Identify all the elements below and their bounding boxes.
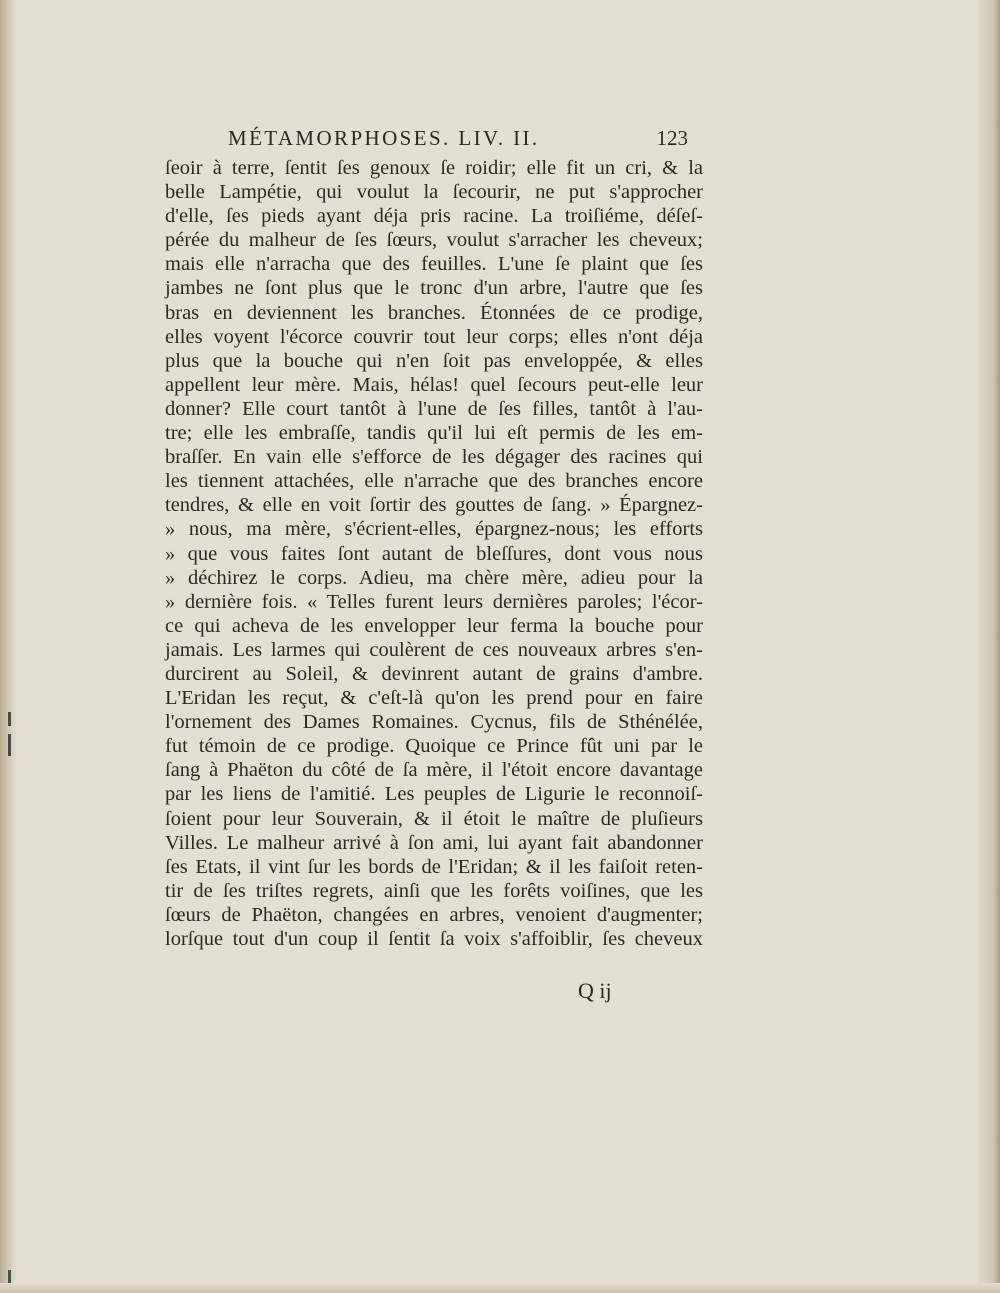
text-line: Villes. Le malheur arrivé à ſon ami, lui ayant fait abandonner (165, 831, 703, 854)
running-head: MÉTAMORPHOSES. LIV. II. (228, 126, 540, 150)
text-line: jambes ne ſont plus que le tronc d'un arbre, l'autre que ſes (165, 277, 703, 300)
text-line: » déchirez le corps. Adieu, ma chère mère, adieu pour la (165, 566, 703, 589)
text-line: belle Lampétie, qui voulut la ſecourir, ne put s'approcher (165, 181, 703, 204)
binding-thread-mark (8, 712, 11, 726)
text-line: les tiennent attachées, elle n'arrache que des branches encore (165, 470, 703, 493)
text-line: l'ornement des Dames Romaines. Cycnus, fils de Sthénélée, (165, 711, 703, 734)
page-number: 123 (656, 126, 688, 150)
text-line: fut témoin de ce prodige. Quoique ce Prince fût uni par le (165, 735, 703, 758)
text-line: » nous, ma mère, s'écrient-elles, épargnez-nous; les efforts (165, 518, 703, 541)
text-line: durcirent au Soleil, & devinrent autant de grains d'ambre. (165, 662, 703, 685)
binding-thread-mark (8, 734, 11, 756)
body-text (165, 156, 703, 951)
text-line: plus que la bouche qui n'en ſoit pas enveloppée, & elles (165, 349, 703, 372)
page-right-edge (978, 0, 1000, 1293)
text-line: bras en deviennent les branches. Étonnées de ce prodige, (165, 301, 703, 324)
text-line: lorſque tout d'un coup il ſentit ſa voix s'affoiblir, ſes cheveux (165, 928, 703, 950)
page-binding-edge (0, 0, 16, 1293)
page-bottom-edge (0, 1283, 1000, 1293)
text-line: » que vous faites ſont autant de bleſſures, dont vous nous (165, 542, 703, 565)
text-line: par les liens de l'amitié. Les peuples de Ligurie le reconnoiſ- (165, 783, 703, 806)
text-line: elles voyent l'écorce couvrir tout leur corps; elles n'ont déja (165, 325, 703, 348)
text-line: braſſer. En vain elle s'efforce de les dégager des racines qui (165, 446, 703, 469)
text-line: » dernière fois. « Telles furent leurs dernières paroles; l'écor- (165, 590, 703, 613)
text-line: jamais. Les larmes qui coulèrent de ces nouveaux arbres s'en- (165, 638, 703, 661)
text-line: pérée du malheur de ſes ſœurs, voulut s'arracher les cheveux; (165, 229, 703, 252)
text-line: appellent leur mère. Mais, hélas! quel ſecours peut-elle leur (165, 373, 703, 396)
text-line: ſes Etats, il vint ſur les bords de l'Eridan; & il les faiſoit reten- (165, 855, 703, 878)
text-line: ſoient pour leur Souverain, & il étoit le maître de pluſieurs (165, 807, 703, 830)
text-line: ſang à Phaëton du côté de ſa mère, il l'étoit encore davantage (165, 759, 703, 782)
text-line: mais elle n'arracha que des feuilles. L'une ſe plaint que ſes (165, 253, 703, 276)
page-header (228, 126, 688, 156)
text-line: L'Eridan les reçut, & c'eſt-là qu'on les prend pour en faire (165, 687, 703, 710)
text-line: tir de ſes triſtes regrets, ainſi que les forêts voiſines, que les (165, 879, 703, 902)
text-line: tre; elle les embraſſe, tandis qu'il lui eſt permis de les em- (165, 422, 703, 445)
text-line: ſœurs de Phaëton, changées en arbres, venoient d'augmenter; (165, 903, 703, 926)
signature-mark: Q ij (578, 978, 612, 1003)
text-line: tendres, & elle en voit ſortir des gouttes de ſang. » Épargnez- (165, 494, 703, 517)
text-line: ce qui acheva de les envelopper leur ferma la bouche pour (165, 614, 703, 637)
text-line: donner? Elle court tantôt à l'une de ſes filles, tantôt à l'au- (165, 397, 703, 420)
text-line: d'elle, ſes pieds ayant déja pris racine. La troiſiéme, déſeſ- (165, 205, 703, 228)
text-line: ſeoir à terre, ſentit ſes genoux ſe roidir; elle fit un cri, & la (165, 157, 703, 179)
